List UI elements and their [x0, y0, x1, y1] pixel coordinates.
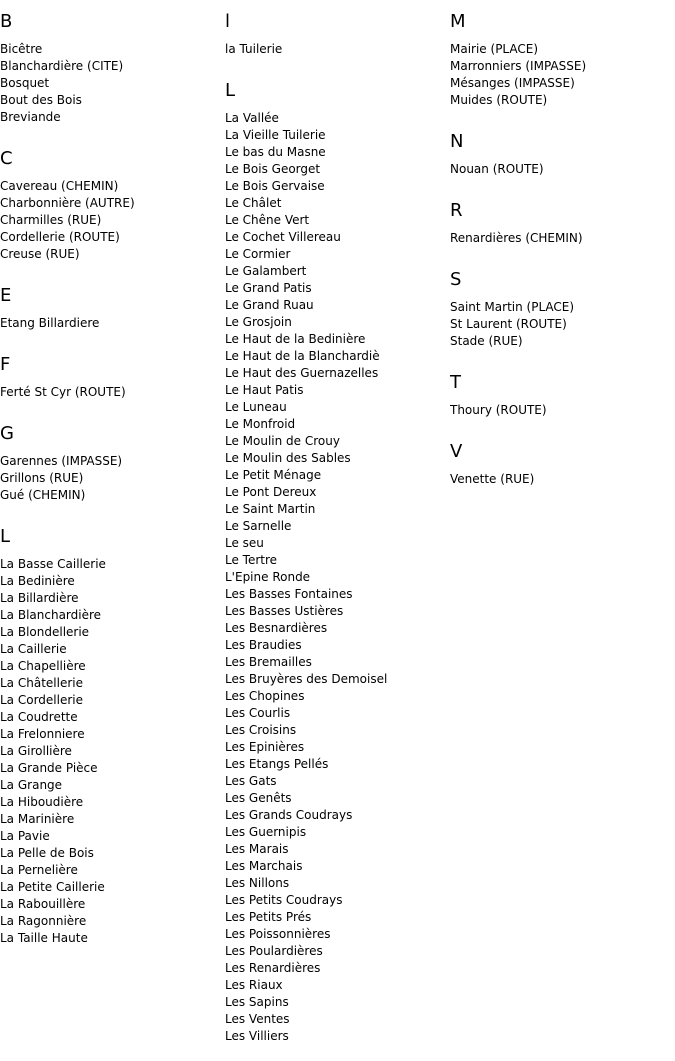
street-list-item: Breviande: [0, 110, 61, 124]
street-list-item: Le Galambert: [225, 264, 307, 278]
letter-section: [0, 354, 225, 401]
letter-section: [0, 526, 225, 947]
street-list-item: la Tuilerie: [225, 42, 283, 56]
street-list-item: Le seu: [225, 536, 264, 550]
street-list-item: La Petite Caillerie: [0, 880, 105, 894]
street-list-item: Mésanges (IMPASSE): [450, 76, 575, 90]
letter-section: [0, 423, 225, 504]
street-list-item: La Basse Caillerie: [0, 557, 106, 571]
street-list-item: La Blanchardière: [0, 608, 102, 622]
street-list-item: Renardières (CHEMIN): [450, 231, 583, 245]
letter-section: [225, 11, 450, 58]
street-list-item: Le Petit Ménage: [225, 468, 322, 482]
street-list-item: Les Basses Fontaines: [225, 587, 353, 601]
street-list-item: Les Chopines: [225, 689, 305, 703]
section-letter-heading: R: [450, 200, 463, 221]
street-list-item: Charbonnière (AUTRE): [0, 196, 135, 210]
street-list: [450, 471, 675, 488]
street-list: [450, 41, 675, 109]
street-list-item: La Bedinière: [0, 574, 75, 588]
section-letter-heading: M: [450, 11, 466, 32]
street-list-item: La Coudrette: [0, 710, 78, 724]
street-list-item: Le Grosjoin: [225, 315, 292, 329]
street-list-item: Grillons (RUE): [0, 471, 84, 485]
street-list-item: Le Tertre: [225, 553, 278, 567]
street-list-item: Les Villiers: [225, 1029, 289, 1043]
street-list-item: Garennes (IMPASSE): [0, 454, 123, 468]
street-list-item: La Marinière: [0, 812, 75, 826]
street-list-item: Le Moulin de Crouy: [225, 434, 340, 448]
street-list-item: L'Epine Ronde: [225, 570, 311, 584]
street-list-item: Les Etangs Pellés: [225, 757, 329, 771]
section-letter-heading: B: [0, 11, 13, 32]
letter-section: [0, 11, 225, 126]
street-list: [0, 315, 225, 332]
index-column-1: [0, 0, 225, 947]
street-list-item: Venette (RUE): [450, 472, 535, 486]
street-list-item: Les Marchais: [225, 859, 303, 873]
street-list-item: Cordellerie (ROUTE): [0, 230, 120, 244]
section-letter-heading: L: [0, 526, 11, 547]
street-list-item: Les Basses Ustières: [225, 604, 344, 618]
street-list-item: Le Cormier: [225, 247, 291, 261]
street-list-item: La Rabouillère: [0, 897, 86, 911]
street-list-item: Les Petits Prés: [225, 910, 312, 924]
letter-section: [450, 441, 675, 488]
street-list-item: Nouan (ROUTE): [450, 162, 544, 176]
street-list-item: Les Marais: [225, 842, 289, 856]
street-list-item: Creuse (RUE): [0, 247, 80, 261]
street-list-item: La Ragonnière: [0, 914, 87, 928]
street-list-item: La Grande Pièce: [0, 761, 98, 775]
street-list: [225, 110, 450, 1045]
street-list-item: La Caillerie: [0, 642, 67, 656]
street-list-item: Le Pont Dereux: [225, 485, 317, 499]
street-list-item: Les Ventes: [225, 1012, 290, 1026]
street-list-item: La Girollière: [0, 744, 72, 758]
section-letter-heading: E: [0, 285, 12, 306]
street-list-item: Le Moulin des Sables: [225, 451, 351, 465]
street-list: [0, 384, 225, 401]
section-letter-heading: G: [0, 423, 14, 444]
street-list-item: Les Petits Coudrays: [225, 893, 343, 907]
street-list-item: La Grange: [0, 778, 63, 792]
street-list-item: Marronniers (IMPASSE): [450, 59, 587, 73]
index-column-3: [450, 0, 675, 488]
street-list-item: Bout des Bois: [0, 93, 82, 107]
street-list-item: Le Chêne Vert: [225, 213, 310, 227]
street-list: [0, 453, 225, 504]
street-list-item: Le Grand Ruau: [225, 298, 314, 312]
street-list-item: La Vallée: [225, 111, 279, 125]
street-list-item: Les Nillons: [225, 876, 290, 890]
street-list-item: Le Sarnelle: [225, 519, 292, 533]
street-list-item: Ferté St Cyr (ROUTE): [0, 385, 126, 399]
letter-section: [0, 285, 225, 332]
letter-section: [450, 11, 675, 109]
street-list-item: La Blondellerie: [0, 625, 90, 639]
street-list-item: Le Saint Martin: [225, 502, 316, 516]
street-list-item: La Pernelière: [0, 863, 78, 877]
street-list: [450, 402, 675, 419]
street-list-item: La Pavie: [0, 829, 50, 843]
street-list: [225, 41, 450, 58]
street-list-item: Le Luneau: [225, 400, 287, 414]
street-list: [450, 299, 675, 350]
letter-section: [225, 80, 450, 1045]
street-list-item: La Pelle de Bois: [0, 846, 94, 860]
street-list-item: Etang Billardiere: [0, 316, 100, 330]
street-list-item: Les Braudies: [225, 638, 302, 652]
street-list-item: Les Sapins: [225, 995, 289, 1009]
section-letter-heading: C: [0, 148, 13, 169]
street-list-item: Stade (RUE): [450, 334, 523, 348]
street-list-item: Gué (CHEMIN): [0, 488, 86, 502]
section-letter-heading: T: [450, 372, 461, 393]
street-list-item: Le Bois Georget: [225, 162, 321, 176]
street-list-item: Les Epinières: [225, 740, 305, 754]
street-list-item: La Chapellière: [0, 659, 86, 673]
street-list-item: Charmilles (RUE): [0, 213, 102, 227]
street-list-item: La Vieille Tuilerie: [225, 128, 326, 142]
street-list-item: Le Monfroid: [225, 417, 296, 431]
street-list-item: La Hiboudière: [0, 795, 84, 809]
street-list-item: Le Haut Patis: [225, 383, 304, 397]
street-list: [450, 230, 675, 247]
street-list-item: Saint Martin (PLACE): [450, 300, 575, 314]
street-list-item: Les Besnardières: [225, 621, 328, 635]
street-list-item: Le Haut des Guernazelles: [225, 366, 379, 380]
section-letter-heading: S: [450, 269, 462, 290]
street-list-item: Muides (ROUTE): [450, 93, 548, 107]
street-list-item: St Laurent (ROUTE): [450, 317, 567, 331]
street-list-item: La Billardière: [0, 591, 79, 605]
section-letter-heading: l: [225, 11, 231, 32]
street-list-item: Le Haut de la Bedinière: [225, 332, 366, 346]
street-list-item: Les Gats: [225, 774, 277, 788]
street-list-item: La Taille Haute: [0, 931, 88, 945]
street-list-item: Mairie (PLACE): [450, 42, 539, 56]
street-list-item: Le Bois Gervaise: [225, 179, 325, 193]
street-list-item: Les Grands Coudrays: [225, 808, 353, 822]
section-letter-heading: V: [450, 441, 463, 462]
street-list-item: Les Courlis: [225, 706, 291, 720]
street-list-item: Le Cochet Villereau: [225, 230, 341, 244]
street-list: [0, 41, 225, 126]
street-list-item: Bicêtre: [0, 42, 43, 56]
street-list-item: Le bas du Masne: [225, 145, 326, 159]
street-list-item: Les Guernipis: [225, 825, 307, 839]
street-list-item: Les Genêts: [225, 791, 292, 805]
street-list-item: La Cordellerie: [0, 693, 83, 707]
street-list-item: La Frelonniere: [0, 727, 85, 741]
street-list-item: Le Châlet: [225, 196, 282, 210]
street-list-item: Les Croisins: [225, 723, 297, 737]
street-list-item: Le Haut de la Blanchardiè: [225, 349, 380, 363]
street-list-item: Les Poissonnières: [225, 927, 331, 941]
street-list: [0, 178, 225, 263]
letter-section: [450, 269, 675, 350]
street-list-item: Cavereau (CHEMIN): [0, 179, 119, 193]
street-list-item: Le Grand Patis: [225, 281, 312, 295]
index-column-2: [225, 0, 450, 1045]
street-list-item: Les Bremailles: [225, 655, 312, 669]
street-list: [0, 556, 225, 947]
street-list-item: Bosquet: [0, 76, 50, 90]
section-letter-heading: N: [450, 131, 464, 152]
section-letter-heading: F: [0, 354, 11, 375]
street-list-item: Blanchardière (CITE): [0, 59, 124, 73]
street-list-item: Les Riaux: [225, 978, 283, 992]
street-list-item: Les Renardières: [225, 961, 321, 975]
letter-section: [450, 131, 675, 178]
letter-section: [450, 372, 675, 419]
letter-section: [450, 200, 675, 247]
section-letter-heading: L: [225, 80, 236, 101]
street-list-item: Les Poulardières: [225, 944, 323, 958]
street-list-item: Thoury (ROUTE): [450, 403, 547, 417]
street-list: [450, 161, 675, 178]
street-list-item: Les Bruyères des Demoisel: [225, 672, 388, 686]
letter-section: [0, 148, 225, 263]
street-list-item: La Châtellerie: [0, 676, 83, 690]
